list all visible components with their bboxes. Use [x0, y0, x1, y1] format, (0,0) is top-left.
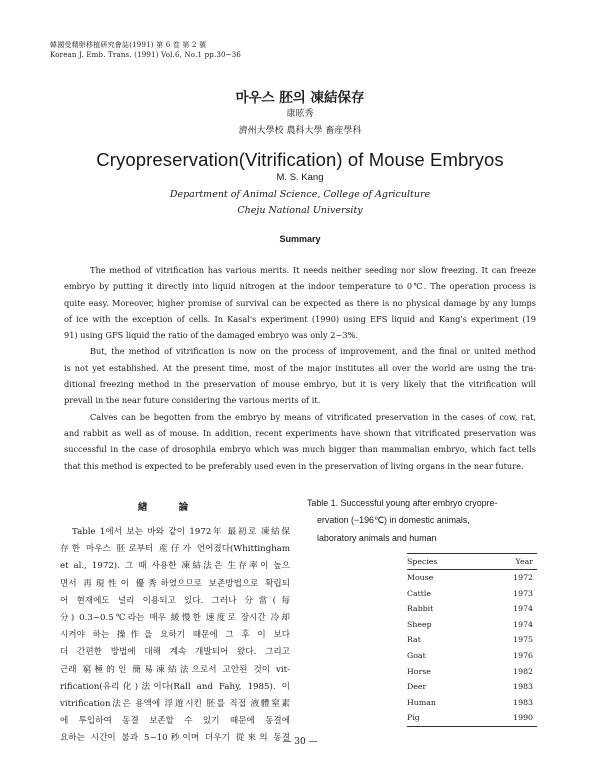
cell-year: 1974	[513, 604, 533, 614]
cell-species: Horse	[407, 666, 431, 676]
intro-line: 시켜야 하는 操作을 요하기 때문에 그 후 이 보다	[60, 630, 290, 641]
cell-species: Mouse	[407, 573, 434, 582]
species-year-table	[407, 553, 537, 727]
abstract-line: 91) using GFS liquid the ratio of the damaged embryo was only 2~3%.	[64, 330, 358, 341]
intro-line: 分) 0.3~0.5℃라는 매우 緩慢한 速度로 장시간 冷却	[60, 613, 290, 624]
abstract-line: embryo by putting it directly into liquid nitrogen at the indoor temperature to 0℃. The operation process is	[64, 281, 536, 292]
table-bottom-rule	[407, 726, 537, 727]
cell-year: 1972	[513, 573, 533, 582]
cell-species: Rat	[407, 635, 421, 645]
cell-species: Pig	[407, 713, 420, 723]
cell-species: Human	[407, 697, 436, 707]
english-affiliation-department: Department of Animal Science, College of Agriculture	[169, 189, 431, 200]
introduction-heading: 緖 論	[137, 502, 203, 513]
korean-title: 마우스 胚의 凍結保存	[235, 90, 365, 106]
cell-year: 1973	[513, 588, 533, 598]
intro-line: et al., 1972). 그 때 사용한 凍結法은 生存率이 높으	[60, 561, 290, 572]
journal-citation-english: Korean J. Emb. Trans. (1991) Vol.6, No.1 pp.30~36	[50, 51, 242, 59]
cell-year: 1974	[513, 619, 533, 629]
korean-affiliation: 濟州大學校 農科大學 畜産學科	[238, 126, 362, 136]
abstract-line: The method of vitrification has various merits. It needs neither seeding nor slow freezing. It can freeze	[90, 265, 536, 275]
header-species: Species	[407, 557, 438, 566]
journal-citation-korean: 韓國受精卵移植硏究會誌(1991) 第 6 卷 第 2 號	[50, 41, 207, 49]
table-row	[407, 586, 537, 602]
cell-year: 1975	[513, 635, 533, 645]
intro-line: rification(유리化)法이다(Rall and Fahy, 1985). 이	[60, 681, 290, 692]
table-row	[407, 695, 537, 711]
abstract-line: quite easy. Moreover, higher promise of survival can be expected as there is no physical damage by any lumps	[64, 297, 536, 308]
abstract-line: prevall in the near future considering the various merits of it.	[64, 395, 321, 406]
cell-year: 1982	[513, 666, 533, 676]
intro-line: 어 현재에도 널리 이용되고 있다. 그러나 分當(每	[60, 595, 290, 606]
cell-species: Sheep	[407, 619, 432, 629]
abstract-line: and rabbit as well as of mouse. In addition, recent experiments have shown that vitrificated preservation was	[64, 427, 536, 438]
table-caption-line: laboratory animals and human	[317, 532, 437, 543]
table-row	[407, 601, 537, 617]
table-row	[407, 570, 537, 586]
table-header-row	[407, 554, 537, 569]
cell-year: 1976	[513, 650, 533, 660]
abstract-line: ditional freezing method in the preservation of mouse embryo, but it is very likely that the vitrification will	[64, 379, 536, 390]
abstract	[64, 262, 536, 474]
introduction-text	[60, 524, 290, 748]
summary-heading: Summary	[279, 234, 321, 244]
abstract-line: But, the method of vitrification is now on the process of improvement, and the final or united method	[90, 346, 536, 357]
abstract-line: Calves can be begotten from the embryo by means of vitrificated preservation in the cases of cow, rat,	[90, 411, 536, 422]
intro-line: 더 간편한 방법에 대해 계속 개발되어 왔다. 그리고	[60, 647, 290, 658]
table-caption	[307, 495, 537, 547]
abstract-line: that this method is expected to be preferably used even in the preservation of living organs in the near future.	[64, 460, 524, 471]
intro-line: 存한 마우스 胚로부터 産仔가 언어졌다(Whittingham	[60, 544, 290, 555]
intro-line: 요하는 시간이 불과 5~10秒이며 더우기 從來의 동결	[60, 733, 290, 744]
cell-species: Cattle	[407, 588, 431, 598]
korean-author: 康昡秀	[286, 109, 314, 119]
abstract-line: is not yet established. At the present time, most of the major institutes all over the world are using the tra-	[64, 362, 536, 373]
table-caption-line: Table 1. Successful young after embryo cryopre-	[307, 498, 498, 508]
abstract-line: successful in the case of drosophila embryo which was much bigger than mammalian embryo, which fact tells	[64, 444, 536, 455]
table-row	[407, 648, 537, 664]
cell-year: 1983	[513, 682, 533, 692]
cell-species: Deer	[407, 682, 427, 692]
intro-line: 근래 窮極的인 簡易凍結法으로서 고안된 것이 vit-	[60, 664, 290, 675]
table-row	[407, 664, 537, 680]
table-row	[407, 617, 537, 633]
abstract-line: of ice with the exception of cells. In Kasal's experiment (1990) using EFS liquid and Kang's experiment (19	[64, 313, 536, 324]
cell-species: Goat	[407, 650, 426, 660]
english-author: M. S. Kang	[276, 172, 324, 183]
table-row	[407, 710, 537, 726]
cell-species: Rabbit	[407, 604, 434, 614]
intro-line: Table 1에서 보는 바와 같이 1972年 最初로 凍結保	[72, 527, 290, 537]
table-caption-line: ervation (−196℃) in domestic animals,	[317, 515, 470, 526]
journal-citation	[50, 40, 241, 60]
table-row	[407, 679, 537, 695]
table-row	[407, 632, 537, 648]
english-title: Cryopreservation(Vitrification) of Mouse Embryos	[96, 149, 504, 170]
english-affiliation-university: Cheju National University	[237, 205, 363, 216]
header-year: Year	[515, 557, 533, 566]
cell-year: 1990	[513, 713, 533, 723]
intro-line: 에 투입하여 동결 보존할 수 있기 때문에 동결에	[60, 716, 290, 727]
cell-year: 1983	[513, 697, 533, 707]
page-number: — 30 —	[282, 737, 318, 747]
intro-line: 면서 再現性이 優秀하였으므로 보존방법으로 확립되	[60, 578, 290, 589]
intro-line: vitrification法은 용액에 浮遊시킨 胚를 직접 液體窒素	[60, 699, 290, 710]
